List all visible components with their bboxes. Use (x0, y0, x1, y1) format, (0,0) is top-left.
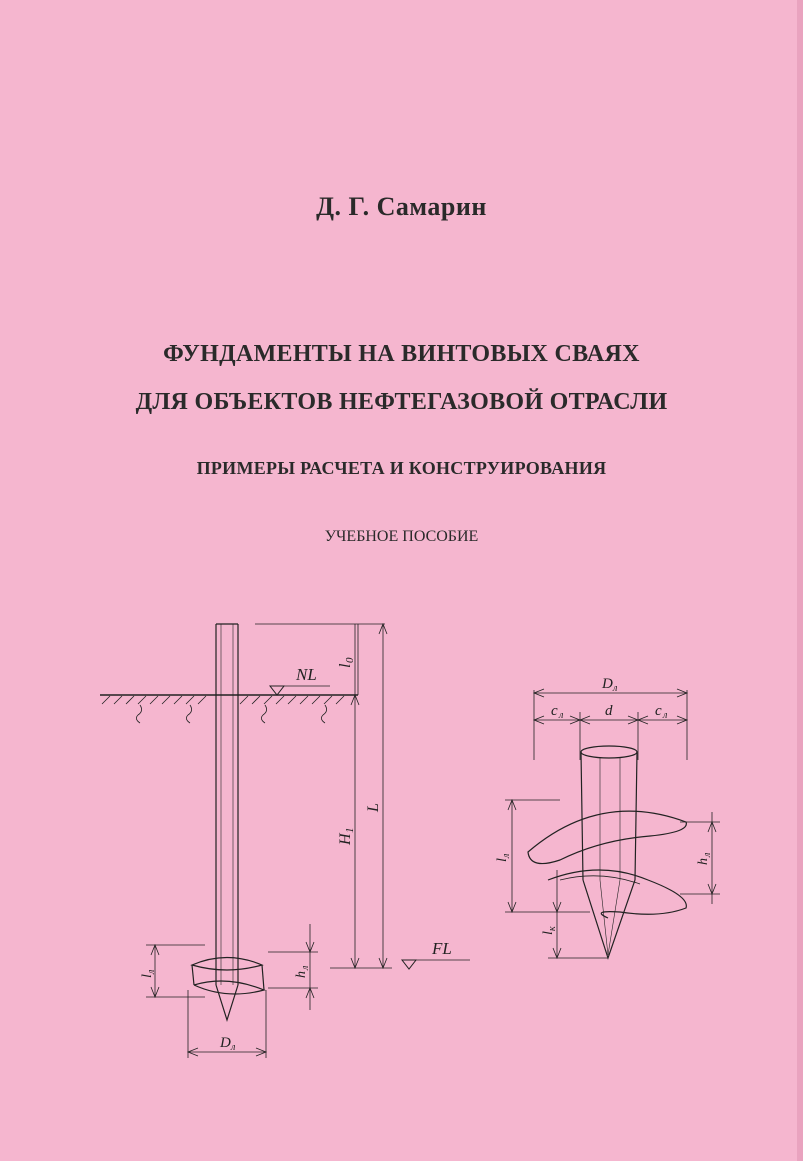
l0-sub: 0 (344, 657, 356, 663)
left-pile-drawing (100, 624, 470, 1058)
c2-label: c (655, 703, 662, 719)
l-right-label: l (495, 858, 510, 862)
L-label: L (365, 803, 382, 812)
D-sub: л (613, 683, 618, 694)
c2-sub: л (663, 710, 668, 721)
c1-sub: л (559, 710, 564, 721)
book-subtitle: ПРИМЕРЫ РАСЧЕТА И КОНСТРУИРОВАНИЯ (196, 458, 607, 478)
author-name: Д. Г. Самарин (316, 192, 487, 221)
D-label: D (602, 676, 613, 692)
nl-label: NL (296, 665, 317, 684)
hl-label: h (294, 971, 309, 978)
lk-label: l (541, 931, 556, 935)
right-blade-drawing (505, 689, 720, 958)
c1-label: c (551, 703, 558, 719)
h-right-label: h (696, 858, 711, 865)
h1-label: H (337, 833, 354, 845)
book-kind: УЧЕБНОЕ ПОСОБИЕ (324, 528, 479, 545)
title-line-1: ФУНДАМЕНТЫ НА ВИНТОВЫХ СВАЯХ (163, 341, 640, 367)
fl-label: FL (432, 939, 452, 958)
l-right-sub: л (501, 853, 512, 858)
hl-sub: л (300, 965, 311, 970)
l0-label: l (337, 663, 354, 668)
h1-sub: 1 (344, 827, 356, 833)
dl-sub: л (231, 1042, 236, 1053)
title-line-2: ДЛЯ ОБЪЕКТОВ НЕФТЕГАЗОВОЙ ОТРАСЛИ (135, 389, 668, 415)
ll-label: l (140, 974, 155, 978)
dl-label: D (220, 1035, 231, 1051)
d-label: d (605, 703, 613, 719)
ll-sub: л (146, 969, 157, 974)
lk-sub: к (547, 926, 558, 931)
h-right-sub: л (702, 852, 713, 857)
